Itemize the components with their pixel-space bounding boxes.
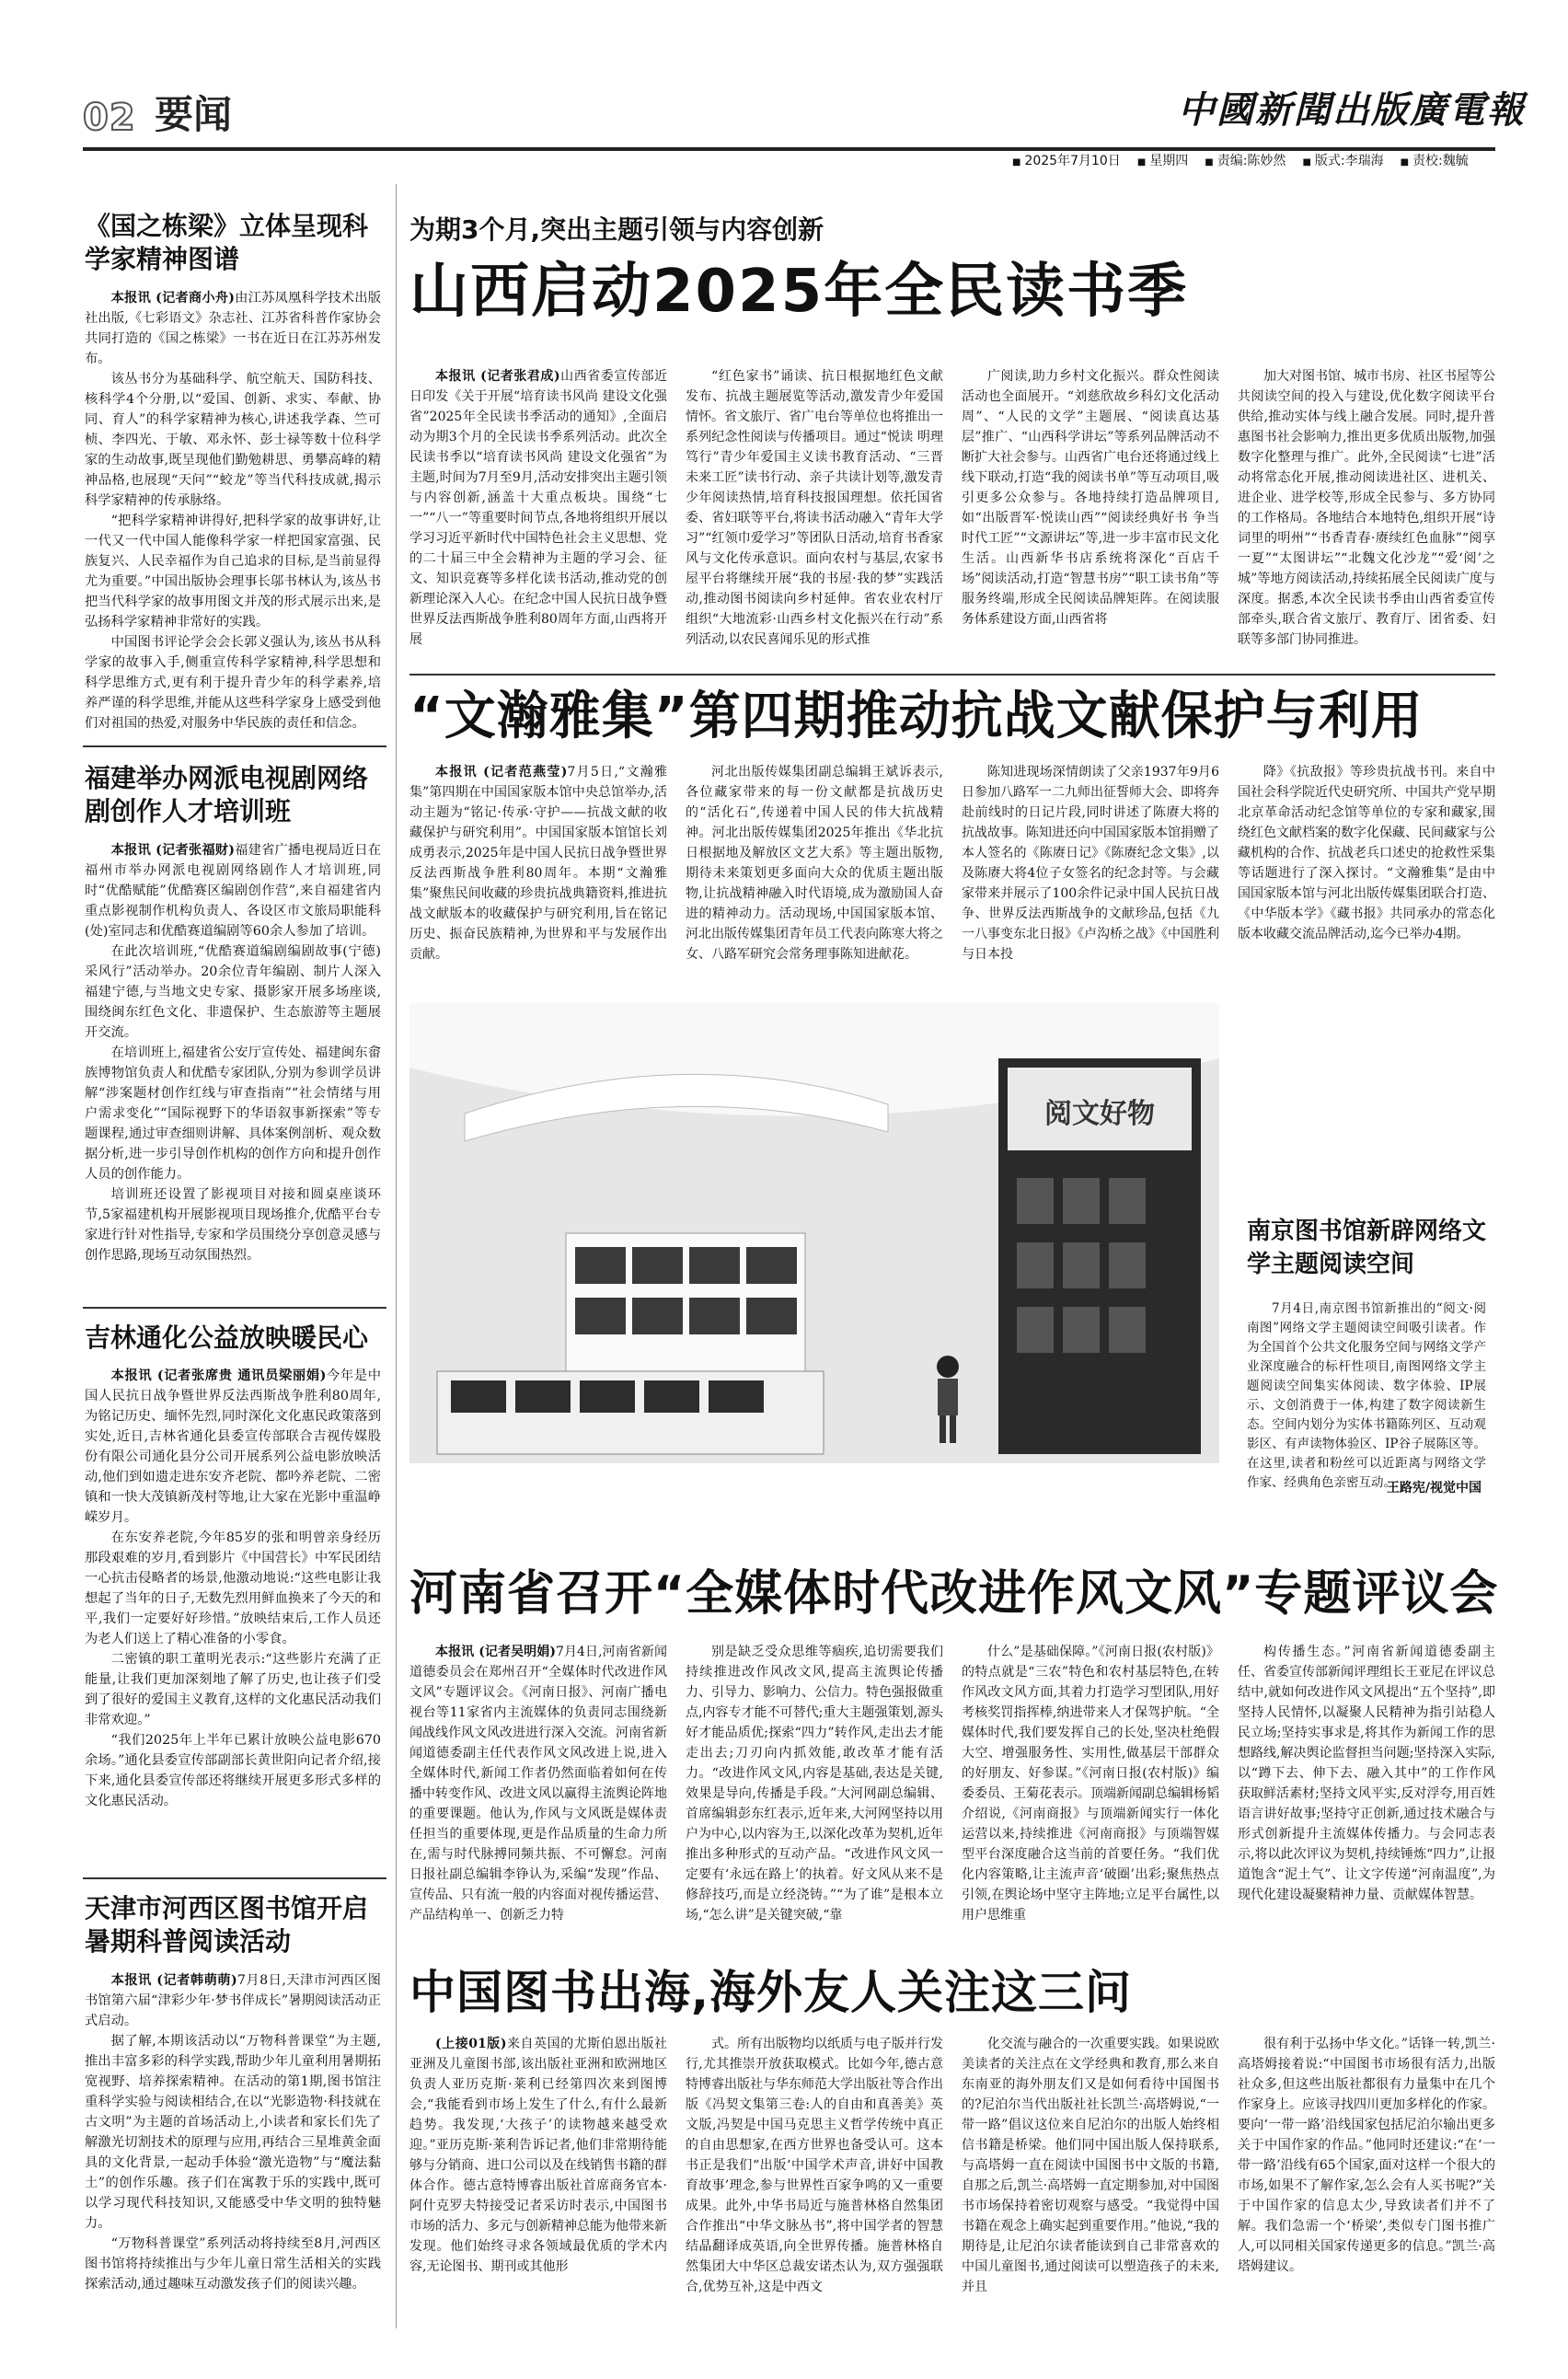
article-tianjin-library [85, 1892, 381, 2294]
article-continued: (上接01版) [435, 2037, 507, 2051]
photo-caption-title: 南京图书馆新辟网络文学主题阅读空间 [1247, 1218, 1487, 1279]
section-title: 要闻 [155, 92, 233, 137]
article-para: “我们2025年上半年已累计放映公益电影670余场。”通化县委宣传部副部长黄世阳向记者介绍,接下来,通化县委宣传部还将继续开展更多形式多样的文化惠民活动。 [85, 1733, 381, 1809]
issue-date: ■ 2025年7月10日 [1012, 155, 1121, 167]
layout-credit: ■ 版式:李瑞海 [1302, 155, 1383, 167]
article-col: 山西省委宣传部近日印发《关于开展“培育读书风尚 建设文化强省”2025年全民读书季活动的通知》,全面启动为期3个月的全民读书季系列活动。此次全民读书季以“培育读书风尚 建设文化强省”为主题,时间为7月至9月,活动安排突出主题引领与内容创新,涵盖十大重点板块。围绕“七一”“八一”等重要时间节点,各地将组织开展以学习习近平新时代中国特色社会主义思想、党的二十届三中全会精神为主题的学习会、征文、知识竞赛等多样化读书活动,推动党的创新理论深入人心。在纪念中国人民抗日战争暨世界反法西斯战争胜利80周年方面,山西将开展 [409, 369, 667, 647]
article-para: 培训班还设置了影视项目对接和圆桌座谈环节,5家福建机构开展影视项目现场推介,优酷平台专家进行针对性指导,专家和学员围绕分享创意灵感与创作思路,现场互动氛围热烈。 [85, 1186, 381, 1263]
article-headline: 河南省召开“全媒体时代改进作风文风”专题评议会 [409, 1566, 1499, 1622]
store-sign: 阅文好物 [1044, 1098, 1155, 1130]
article-para: 在培训班上,福建省公安厅宣传处、福建闽东畲族博物馆负责人和优酷专家团队,分别为参训学员讲解“涉案题材创作红线与审查指南”“社会情绪与用户需求变化”“国际视野下的华语叙事新探索”等专题课程,通过审查细则讲解、具体案例剖析、观众数据分析,进一步引导创作机构的创作方向和提升创作人员的创作能力。 [85, 1045, 381, 1182]
issue-weekday: ■ 星期四 [1137, 155, 1188, 167]
article-col: 式。所有出版物均以纸质与电子版并行发行,尤其推崇开放获取模式。比如今年,德古意特博睿出版社与华东师范大学出版社等合作出版《冯契文集第三卷:人的自由和真善美》英文版,冯契是中国马克思主义哲学传统中真正的自由思想家,在西方世界也备受认可。这本书正是我们“出版‘中国学术声音,讲好中国教育故事’理念,参与世界性百家争鸣的又一重要成果。此外,中华书局近与施普林格自然集团合作推出“中华文脉丛书”,将中国学者的智慧结晶翻译成英语,向全世界传播。施普林格自然集团大中华区总裁安诺杰认为,双方强强联合,优势互补,这是中西文 [686, 2037, 943, 2294]
article-col: 7月5日,“文瀚雅集”第四期在中国国家版本馆中央总馆举办,活动主题为“铭记·传承·守护——抗战文献的收藏保护与研究利用”。中国国家版本馆馆长刘成勇表示,2025年是中国人民抗日战争暨世界反法西斯战争胜利80周年。本期“文瀚雅集”聚焦民间收藏的珍贵抗战典籍资料,推进抗战文献版本的收藏保护与研究利用,旨在铭记历史、振奋民族精神,为世界和平与发展作出贡献。 [409, 765, 668, 962]
library-photo [409, 1003, 1219, 1463]
column-divider [396, 184, 397, 2328]
article-col: 来自英国的尤斯伯恩出版社亚洲及儿童图书部,该出版社亚洲和欧洲地区负责人亚历克斯·莱利已经第四次来到图博会,“我能看到市场上发生了什么,有什么最新趋势。我发现,‘大孩子’的读物越来越受欢迎。”亚历克斯·莱利告诉记者,他们非常期待能够与分销商、进口公司以及在线销售书籍的群体合作。德古意特博睿出版社首席商务官本·阿什克罗夫特接受记者采访时表示,中国图书市场的活力、多元与创新精神总能为他带来新发现。他们始终寻求各领域最优质的学术内容,无论图书、期刊或其他形 [409, 2037, 668, 2274]
article-title: 《国之栋梁》立体呈现科学家精神图谱 [85, 211, 369, 275]
article-para: 由江苏凤凰科学技术出版社出版,《七彩语文》杂志社、江苏省科普作家协会共同打造的《国之栋梁》一书在近日在江苏苏州发布。 [85, 290, 381, 366]
section-rule [409, 674, 1495, 676]
article-guozhidongliang [85, 210, 381, 733]
photo-credit: 王路宪/视觉中国 [1386, 1481, 1482, 1496]
article-headline: 中国图书出海,海外友人关注这三问 [409, 1966, 1132, 2019]
article-para: 该丛书分为基础科学、航空航天、国防科技、核科学4个分册,以“爱国、创新、求实、奉献、协同、育人”的科学家精神为核心,讲述我学森、竺可桢、李四光、于敏、邓永怀、彭士禄等数十位科学家的生动故事,既呈现他们勤勉耕思、勇攀高峰的精神品格,也展现“天问”“蛟龙”等当代科技成就,揭示科学家精神的传承脉络。 [85, 371, 381, 508]
article-jilin-film [85, 1322, 381, 1811]
article-para: 福建省广播电视局近日在福州市举办网派电视剧网络剧作人才培训班,同时“优酷赋能”优酷赛区编剧创作营”,来自福建省内重点影视制作机构负责人、各设区市文旅局职能科(处)室同志和优酷赛道编剧等60余人参加了培训。 [85, 842, 381, 939]
photo-caption-body: 7月4日,南京图书馆新推出的“阅文·阅南图”网络文学主题阅读空间吸引读者。作为全国首个公共文化服务空间与网络文学产业深度融合的标杆性项目,南图网络文学主题阅读空间集实体阅读、数字体验、IP展示、文创消费于一体,构建了数字阅读新生态。空间内划分为实体书籍陈列区、互动观影区、有声读物体验区、IP谷子展陈区等。在这里,读者和粉丝可以近距离与网络文学作家、经典角色亲密互动。 [1247, 1301, 1486, 1490]
newspaper-brand: 中國新聞出版廣電報 [1178, 88, 1526, 132]
article-title: 吉林通化公益放映暖民心 [85, 1322, 369, 1353]
article-body-shanxi [409, 366, 1495, 650]
masthead-meta [1012, 155, 1469, 167]
article-col: 降》《抗敌报》等珍贵抗战书刊。来自中国社会科学院近代史研究所、中国共产党早期北京革命活动纪念馆等单位的专家和藏家,围绕红色文献档案的数字化保藏、民间藏家与公藏机构的合作、抗战老兵口述史的抢救性采集等话题进行了深入探讨。“文瀚雅集”是由中国国家版本馆与河北出版传媒集团联合打造、《中华版本学》《藏书报》共同承办的常态化版本收藏交流品牌活动,迄今已举办4期。 [1238, 765, 1495, 941]
article-separator [83, 1877, 386, 1879]
article-col: “红色家书”诵读、抗日根据地红色文献发布、抗战主题展览等活动,激发青少年爱国情怀。省文旅厅、省广电台等单位也将推出一系列纪念性阅读与传播项目。通过“悦读 明理 笃行”青少年爱国主义读书教育活动、“三晋未来工匠”读书行动、亲子共读计划等,激发青少年阅读热情,培育科技报国理想。依托国省委、省妇联等平台,将读书活动融入“青年大学习”“红领巾爱学习”等团队日活动,培育书香家风与文化传承意识。面向农村与基层,农家书屋平台将继续开展“我的书屋·我的梦”实践活动,推动图书阅读向乡村延伸。省农业农村厅组织“大地流彩·山西乡村文化振兴在行动”系列活动,以农民喜闻乐见的形式推 [686, 369, 943, 647]
article-lead: 本报讯 (记者吴明娟) [435, 1645, 556, 1659]
article-col: 河北出版传媒集团副总编辑王斌诉表示,各位藏家带来的每一份文献都是抗战历史的“活化石”,传递着中国人民的伟大抗战精神。河北出版传媒集团2025年推出《华北抗日根据地及解放区文艺大系》等主题出版物,期待未来策划更多面向大众的优质主题出版物,让抗战精神融入时代语境,成为激励国人奋进的精神动力。活动现场,中国国家版本馆、河北出版传媒集团青年员工代表向陈寒大将之女、八路军研究会常务理事陈知进献花。 [686, 765, 943, 962]
article-col: 广阅读,助力乡村文化振兴。群众性阅读活动也全面展开。“刘慈欣故乡科幻文化活动周”、“人民的文学”主题展、“阅读真达基层”推广、“山西科学讲坛”等系列品牌活动不断扩大社会参与。山西省广电台还将通过线上线下联动,打造“我的阅读书单”等互动项目,吸引更多公众参与。各地持续打造品牌项目,如“出版晋军·悦读山西”“阅读经典好书 争当时代工匠”“文源讲坛”等,进一步丰富市民文化生活。山西新华书店系统将深化“百店千场”阅读活动,打造“智慧书房”“职工读书角”等服务终端,形成全民阅读品牌矩阵。在阅读服务体系建设方面,山西省将 [962, 369, 1219, 627]
article-lead: 本报讯 (记者张福财) [110, 842, 236, 858]
article-separator [83, 745, 386, 747]
proof-credit: ■ 责校:魏毓 [1401, 155, 1469, 167]
article-fujian-training [85, 762, 381, 1265]
masthead-rule [83, 147, 1495, 151]
page-number: 02 [83, 97, 136, 139]
article-col: 很有利于弘扬中华文化。”话锋一转,凯兰·高塔姆接着说:“中国图书市场很有活力,出版社众多,但这些出版社都很有力量集中在几个作家身上。应该寻找四川更加多样化的作家。要向‘一带一路’沿线国家包括尼泊尔输出更多关于中国作家的作品。”他同时还建议:“在‘一带一路’沿线有65个国家,面对这样一个很大的市场,如果不了解作家,怎么会有人买书呢?”关于中国作家的信息太少,导致读者们并不了解。我们急需一个‘桥梁’,类似专门图书推广人,可以同相关国家传递更多的信息。”凯兰·高塔姆建议。 [1238, 2037, 1495, 2274]
article-para: 今年是中国人民抗日战争暨世界反法西斯战争胜利80周年,为铭记历史、缅怀先烈,同时深化文化惠民政策落到实处,近日,吉林省通化县委宣传部联合吉视传媒股份有限公司通化县分公司开展系列公益电影放映活动,他们到如遗走进东安齐老院、都吟养老院、二密镇和一快大茂镇新茂村等地,让大家在光影中重温峥嵘岁月。 [85, 1369, 382, 1526]
article-col: 化交流与融合的一次重要实践。如果说欧美读者的关注点在文学经典和教育,那么来自东南亚的海外朋友们又是如何看待中国图书的?尼泊尔当代出版社社长凯兰·高塔姆说,“一带一路”倡议这位来自尼泊尔的出版人始终相信书籍是桥梁。他们同中国出版人保持联系,与高塔姆一直在阅读中国图书中文版的书籍,自那之后,凯兰·高塔姆一直定期参加,对中国图书市场保持着密切观察与感受。“我觉得中国书籍在观念上确实起到重要作用。”他说,“我的期待是,让尼泊尔读者能读到自己非常喜欢的中国儿童图书,通过阅读可以塑造孩子的未来,并且 [962, 2037, 1219, 2294]
reading-space-illustration [409, 1003, 1219, 1463]
article-title: 天津市河西区图书馆开启暑期科普阅读活动 [85, 1893, 369, 1957]
article-separator [83, 1307, 386, 1309]
article-headline: 山西启动2025年全民读书季 [409, 258, 1189, 326]
article-body-books-overseas [409, 2034, 1495, 2297]
article-para: 在东安养老院,今年85岁的张和明曾亲身经历那段艰难的岁月,看到影片《中国营长》中军民团结一心抗击侵略者的场景,他激动地说:“这些电影让我想起了当年的日子,无数先烈用鲜血换来了今天的和平,我们一定要好好珍惜。”放映结束后,工作人员还为老人们送上了精心准备的小零食。 [85, 1530, 381, 1647]
article-para: 在此次培训班,“优酷赛道编剧编剧故事(宁德)采风行”活动举办。20余位青年编剧、制片人深入福建宁德,与当地文史专家、摄影家开展多场座谈,围绕闽东红色文化、非遗保护、生态旅游等主题展开交流。 [85, 943, 381, 1040]
article-col: 7月4日,河南省新闻道德委员会在郑州召开“全媒体时代改进作风文风”专题评议会。《河南日报》、河南广播电视台等11家省内主流媒体的负责同志围绕新闻战线作风文风改进进行深入交流。河南省新闻道德委副主任代表作风文风改进上说,进入全媒体时代,新闻工作者仍然面临着如何在传播中转变作风、改进文风以赢得主流舆论阵地的重要课题。他认为,作风与文风既是媒体责任担当的重要体现,更是作品质量的生命力所在,需与时代脉搏同频共振、不可懈怠。河南日报社副总编辑李铮认为,采编“发现”作品、宣传品、只有流一般的内容面对视传播运营、产品结构单一、创新乏力特 [409, 1645, 667, 1923]
article-col: 加大对图书馆、城市书房、社区书屋等公共阅读空间的投入与建设,优化数字阅读平台供给,推动实体与线上融合发展。同时,提升普惠图书社会影响力,推出更多优质出版物,加强数字化整理与推广。此外,全民阅读“七进”活动将常态化开展,推动阅读进社区、进机关、进企业、进学校等,形成全民参与、多方协同的工作格局。各地结合本地特色,组织开展“诗词里的明州”“书香青春·赓续红色血脉”“阅享一夏”“太图讲坛”“北魏文化沙龙”“爱‘阅’之城”等地方阅读活动,持续拓展全民阅读广度与深度。据悉,本次全民读书季由山西省委宣传部牵头,联合省文旅厅、教育厅、团省委、妇联等多部门协同推进。 [1238, 369, 1495, 647]
article-body-wenhan [409, 762, 1495, 964]
article-para: 二密镇的职工董明光表示:“这些影片充满了正能量,让我们更加深刻地了解了历史,也让孩子们受到了很好的爱国主义教育,这样的文化惠民活动我们非常欢迎。” [85, 1652, 381, 1728]
article-kicker: 为期3个月,突出主题引领与内容创新 [409, 214, 824, 245]
article-col: 陈知进现场深情朗读了父亲1937年9月6日参加八路军一二九师出征誓师大会、即将奔赴前线时的日记片段,同时讲述了陈赓大将的抗战故事。陈知进还向中国国家版本馆捐赠了本人签名的《陈赓日记》《陈赓纪念文集》,以及陈赓大将4位子女签名的纪念封等。与会藏家带来并展示了100余件记录中国人民抗日战争、世界反法西斯战争的文献珍品,包括《九一八事变东北日报》《卢沟桥之战》《中国胜利与日本投 [962, 765, 1219, 962]
article-title: 福建举办网派电视剧网络剧创作人才培训班 [85, 763, 369, 827]
article-headline: “文瀚雅集”第四期推动抗战文献保护与利用 [409, 687, 1424, 746]
article-para: “万物科普课堂”系列活动将持续至8月,河西区图书馆将持续推出与少年儿童日常生活相关的实践探索活动,通过趣味互动激发孩子们的阅读兴趣。 [85, 2235, 381, 2292]
article-col: 别是缺乏受众思维等痼疾,追切需要我们持续推进改作风改文风,提高主流舆论传播力、引导力、影响力、公信力。特色强报做重点,内容专才能不可替代;重大主题强策划,源头好才能品质优;探索“四力”转作风,走出去才能走出去;刀刃向内抓效能,敢改革才能有活力。“改进作风文风,内容是基础,表达是关键,效果是导向,传播是手段。”大河网副总编辑、首席编辑彭东红表示,近年来,大河网坚持以用户为中心,以内容为王,以深化改革为契机,近年推出多种形式的互动产品。“改进作风文风一定要有‘永远在路上’的执着。好文风从来不是修辞技巧,而是立经浇铸。”“为了谁”是根本立场,“怎么讲”是关键突破,“靠 [686, 1645, 943, 1923]
article-lead: 本报讯 (记者韩萌萌) [110, 1972, 237, 1988]
article-para: 中国图书评论学会会长郭义强认为,该丛书从科学家的故事入手,侧重宣传科学家精神,科学思想和科学思维方式,更有利于提升青少年的科学素养,培养严谨的科学思维,并能从这些科学家身上感受到他们对祖国的热爱,对服务中华民族的责任和信念。 [85, 634, 381, 731]
article-para: “把科学家精神讲得好,把科学家的故事讲好,让一代又一代中国人能像科学家一样把国家富强、民族复兴、人民幸福作为自己追求的目标,是当前显得尤为重要。”中国出版协会理事长邬书林认为,该丛书把当代科学家的故事用图文并茂的形式展示出来,是弘扬科学家精神非常好的实践。 [85, 513, 381, 629]
article-col: 构传播生态。”河南省新闻道德委副主任、省委宣传部新闻评理组长王亚尼在评议总结中,就如何改进作风文风提出“五个坚持”,即坚持人民情怀,以凝聚人民精神为指引站稳人民立场;坚持实事求是,将其作为新闻工作的思想路线,解决舆论监督担当问题;坚持深入实际,以“蹲下去、伸下去、融入其中”的工作作风获取鲜活素材;坚持文风平实,反对浮夸,用百姓语言讲好故事;坚持守正创新,通过技术融合与形式创新提升主流媒体传播力。与会同志表示,将以此次评议为契机,持续锤炼“四力”,让报道饱含“泥土气”、让文字传递“河南温度”,为现代化建设凝聚精神力量、贡献媒体智慧。 [1238, 1645, 1495, 1902]
editor-credit: ■ 责编:陈妙然 [1205, 155, 1286, 167]
article-lead: 本报讯 (记者商小舟) [110, 290, 236, 306]
article-para: 据了解,本期该活动以“万物科普课堂”为主题,推出丰富多彩的科学实践,帮助少年儿童利用暑期拓宽视野、培养探索精神。在活动的第1期,图书馆注重科学实验与阅读相结合,在以“光影造物·科技就在古文明”为主题的首场活动上,小读者和家长们先了解激光切割技术的原理与应用,再结合三星堆黄金面具的文化背景,一起动手体验“激光造物”与“魔法黏土”的创作乐趣。孩子们在寓教于乐的实践中,既可以学习现代科技知识,又能感受中华文明的独特魅力。 [85, 2033, 381, 2231]
article-col: 什么”是基础保障。”《河南日报(农村版)》的特点就是“三农”特色和农村基层特色,在转作风改文风方面,其着力打造学习型团队,用好考核奖罚指挥棒,纳进带来人才保驾护航。“全媒体时代,我们要发挥自己的长处,坚决杜绝假大空、增强服务性、实用性,做基层干部群众的好朋友、好参谋。”《河南日报(农村版)》编委委员、王菊花表示。顶端新闻副总编辑杨韬介绍说,《河南商报》与顶端新闻实行一体化运营以来,持续推进《河南商报》与顶端智媒型平台深度融合这当前的首要任务。“我们优化内容策略,让主流声音‘破圈’出彩;聚焦热点引领,在舆论场中坚守主阵地;立足平台属性,以用户思维重 [962, 1645, 1219, 1923]
article-lead: 本报讯 (记者张席贵 通讯员梁丽娟) [110, 1369, 327, 1384]
article-body-henan [409, 1642, 1495, 1925]
article-lead: 本报讯 (记者范燕莹) [435, 765, 568, 780]
article-lead: 本报讯 (记者张君成) [435, 369, 560, 384]
article-para: 7月8日,天津市河西区图书馆第六届“津彩少年·梦书伴成长”暑期阅读活动正式启动。 [85, 1972, 381, 2028]
